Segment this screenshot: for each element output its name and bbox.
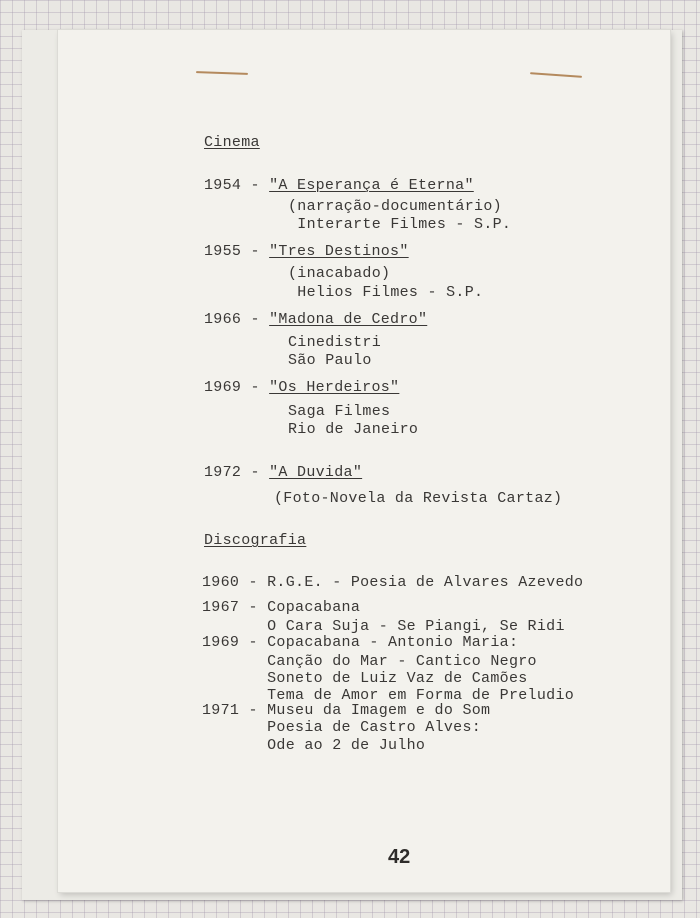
page-number: 42 [388,846,411,868]
disc-line: 1969 - Copacabana - Antonio Maria: [202,634,519,651]
detail-line: (Foto-Novela da Revista Cartaz) [274,490,563,507]
film-title: "A Esperança é Eterna" [269,177,474,194]
cinema-entry-1966 [204,311,427,328]
cinema-entry-1954 [204,177,474,194]
detail-line: (narração-documentário) [288,198,502,215]
film-title: "A Duvida" [269,464,363,481]
cinema-entry-1969 [204,379,399,396]
year: 1969 - [204,379,270,396]
disc-line: Tema de Amor em Forma de Preludio [202,687,575,704]
year: 1972 - [204,464,270,481]
film-title: "Tres Destinos" [269,243,409,260]
detail-line: Interarte Filmes - S.P. [288,216,512,233]
detail-line: São Paulo [288,352,372,369]
detail-line: Saga Filmes [288,403,391,420]
page-sheet [58,30,670,892]
disc-line: O Cara Suja - Se Piangi, Se Ridi [202,618,565,635]
film-title: "Madona de Cedro" [269,311,428,328]
disc-line: 1971 - Museu da Imagem e do Som [202,702,491,719]
year: 1954 - [204,177,270,194]
detail-line: Rio de Janeiro [288,421,419,438]
disc-line: Soneto de Luiz Vaz de Camões [202,670,528,687]
cinema-entry-1955 [204,243,409,260]
disc-line: Canção do Mar - Cantico Negro [202,653,537,670]
cinema-entry-1972 [204,464,362,481]
disc-line: 1967 - Copacabana [202,599,361,616]
disc-line: Ode ao 2 de Julho [202,737,426,754]
discografia-heading: Discografia [204,532,307,549]
detail-line: Helios Filmes - S.P. [288,284,484,301]
year: 1955 - [204,243,270,260]
disc-line: 1960 - R.G.E. - Poesia de Alvares Azevedo [202,574,584,591]
detail-line: Cinedistri [288,334,382,351]
cinema-heading: Cinema [204,134,260,151]
disc-line: Poesia de Castro Alves: [202,719,482,736]
year: 1966 - [204,311,270,328]
film-title: "Os Herdeiros" [269,379,400,396]
detail-line: (inacabado) [288,265,391,282]
